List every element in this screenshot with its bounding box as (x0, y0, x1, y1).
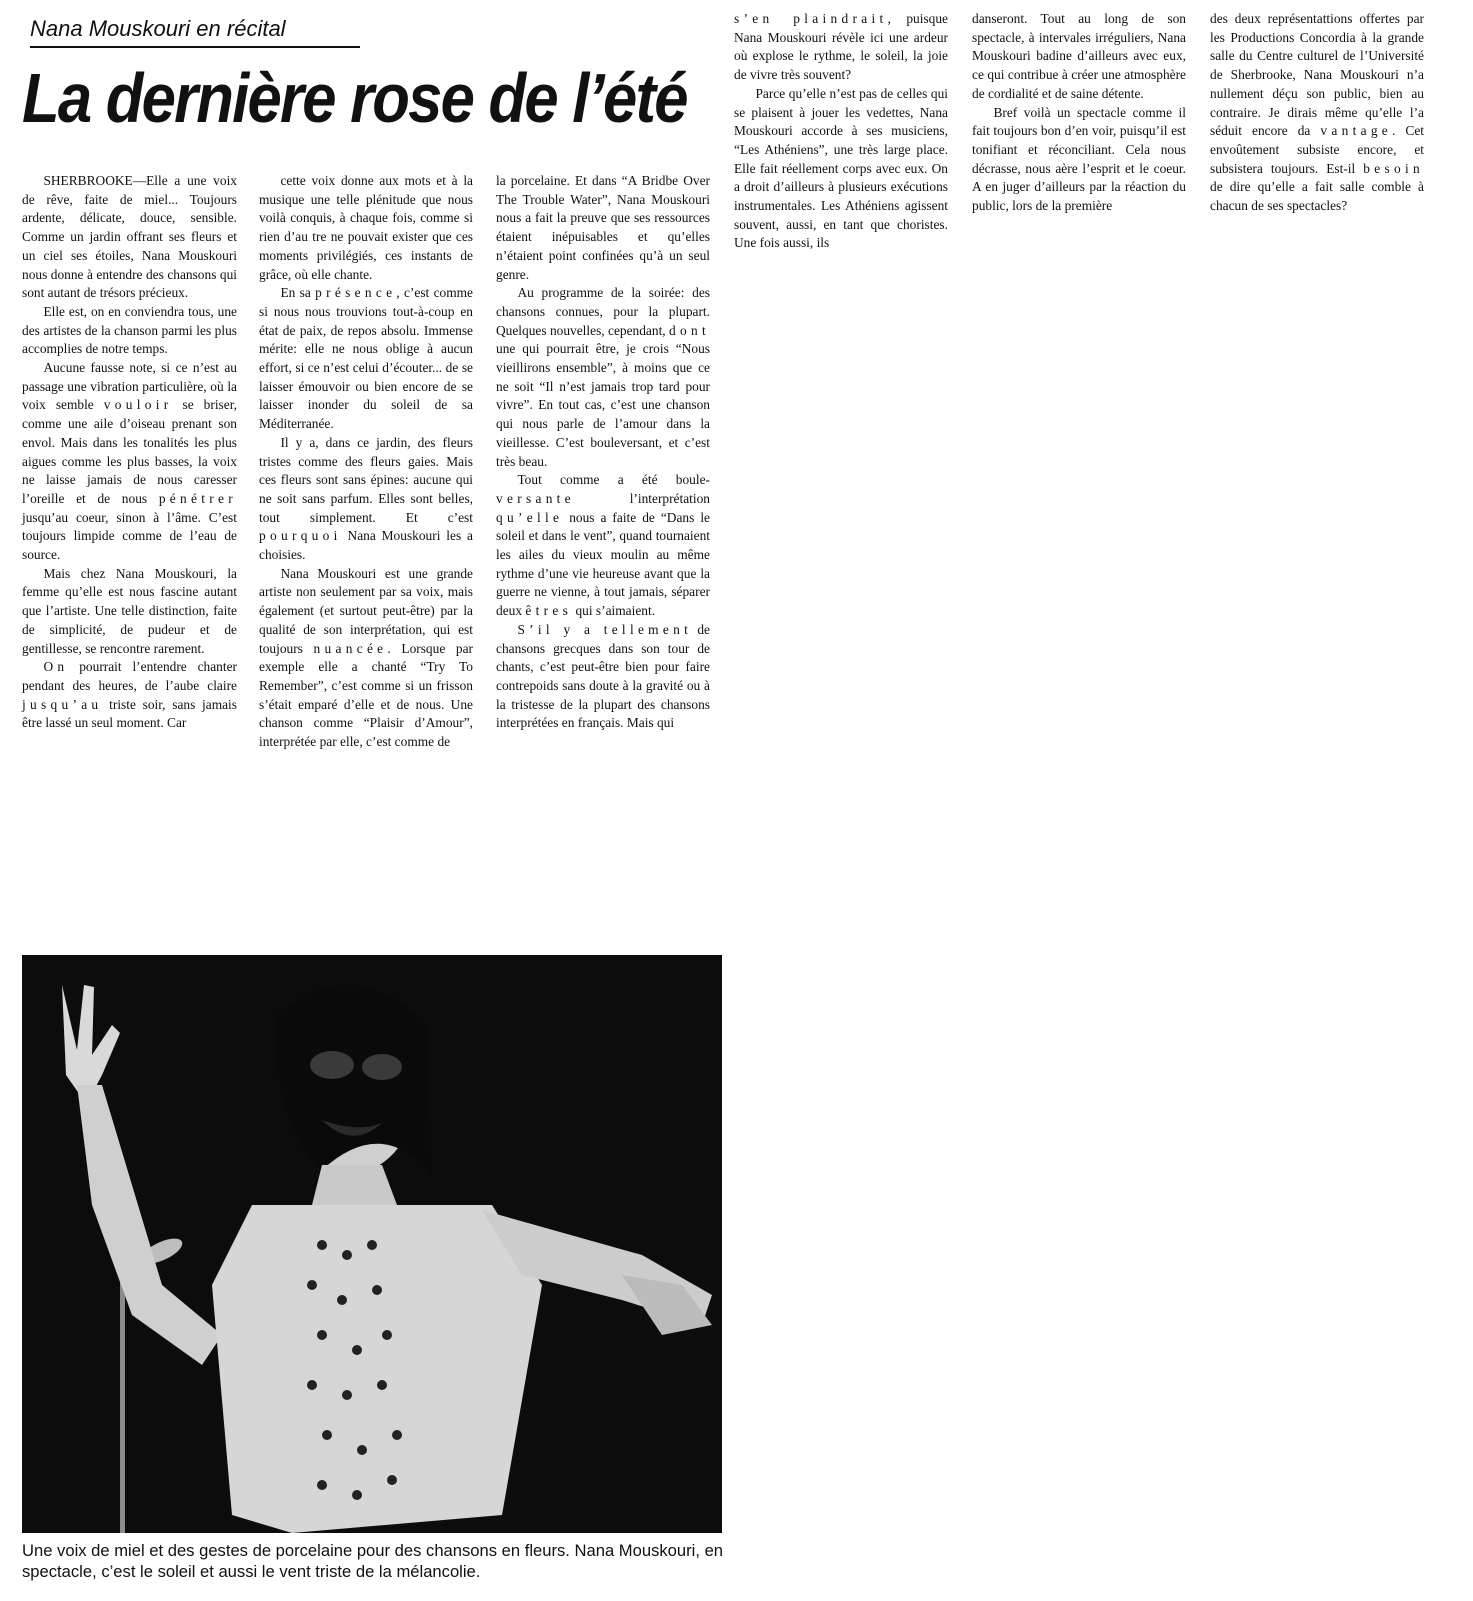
article-headline: La dernière rose de l’été (22, 59, 687, 137)
article-text: Mais chez Nana Mouskouri, la femme qu’elle est nous fascine autant que l’artiste. Une telle distinction, faite de simplicité, de pudeur et de gentillesse, se rencontre rarement. (22, 565, 237, 656)
article-paragraph (496, 172, 710, 284)
concert-photo (22, 955, 722, 1533)
article-paragraph (22, 303, 237, 359)
article-text: qui s’aimaient. (575, 603, 656, 619)
spaced-text: nuancée (313, 640, 388, 656)
article-paragraph (259, 565, 473, 752)
spaced-text: S’il y a tellement (517, 621, 693, 637)
article-text: , c’est comme si nous nous trouvions tout-à-coup en état de paix, de repos absolu. Immense mérite: elle ne nous oblige à aucun effort, si ce n’est celui d’écouter... de se laisser émouvoir ou bien encore de se laisser inonder du soleil de sa Méditerranée. (259, 285, 473, 432)
spaced-text: êtres (525, 603, 573, 619)
article-text: Nana Mouskouri les a choisies. (259, 528, 473, 563)
article-column-1 (22, 172, 237, 733)
article-paragraph (22, 658, 237, 733)
article-text: Tout comme a été boule- (517, 472, 710, 488)
article-text: Nana Mouskouri est une grande artiste non seulement par sa voix, mais également (et surtout peut-être) par la qualité de son interprétation, qui est toujours (259, 565, 473, 656)
article-text: nous a faite de “Dans le soleil et dans le vent”, quand tournaient les ailes du vieux moulin au même rythme d’une vie heureuse avant que la guerre ne vienne, à tout jamais, séparer deux (496, 509, 710, 619)
article-paragraph (972, 10, 1186, 104)
article-text: de dire qu’elle a fait salle comble à chacun de ses spectacles? (1210, 179, 1424, 214)
article-column-3 (496, 172, 710, 733)
spaced-text: s’en plaindrait (734, 11, 888, 26)
article-column-6 (1210, 10, 1424, 216)
dateline: SHERBROOKE (43, 173, 133, 188)
article-paragraph (972, 104, 1186, 216)
article-text: —Elle a une voix de rêve, faite de miel... Toujours ardente, délicate, douce, sensible. Comme un jardin offrant ses fleurs et un ciel ses étoiles, Nana Mouskouri nous donne à entendre des chansons qui sont autant de trésors précieux. (22, 173, 237, 301)
article-text: de chansons grecques dans son tour de chants, c’est peut-être bien pour faire contrepoids sans doute à la gravité ou à la tristesse de la plupart des chansons interprétées en français. Mais qui (496, 621, 710, 731)
article-text: se briser, comme une aile d’oiseau prenant son envol. Mais dans les tonalités les plus aigues comme les plus basses, la voix ne laisse jamais de nous caresser l’oreille et de nous (22, 397, 237, 506)
article-text: . Lorsque par exemple elle a chanté “Try To Remember”, c’est comme si un frisson s’était emparé d’elle et de nous. Une chanson comme “Plaisir d’Amour”, interprétée par elle, c’est comme de (259, 640, 473, 750)
spaced-text: qu’elle (496, 509, 564, 525)
article-text: . Cet envoûtement subsiste encore, et subsistera toujours. Est-il (1210, 123, 1424, 176)
singer-silhouette-image (22, 955, 722, 1533)
article-text: Aucune fausse note, si ce n’est au passage une vibration particulière, où la voix semble (22, 360, 237, 413)
article-text: Elle est, on en conviendra tous, une des artistes de la chanson parmi les plus accomplies de notre temps. (22, 303, 237, 357)
article-paragraph (496, 284, 710, 471)
article-text: pourrait l’entendre chanter pendant des heures, de l’aube claire (22, 659, 237, 693)
article-paragraph (734, 10, 948, 85)
article-text: cette voix donne aux mots et à la musique une telle plénitude que nous voilà conquis, à chaque fois, comme si rien d’au tre ne pouvait exister que ces moments privilégiés, ces instants de grâce, où elle chante. (259, 173, 473, 282)
article-paragraph (22, 359, 237, 565)
spaced-text: jusqu’au (22, 696, 103, 712)
article-text: Au programme de la soirée: des chansons connues, pour la plupart. Quelques nouvelles, cependant, (496, 285, 710, 338)
article-column-4 (734, 10, 948, 253)
spaced-text: vantage (1320, 123, 1393, 139)
spaced-text: vouloir (103, 397, 173, 413)
article-text: En sa (280, 285, 311, 301)
article-text: Bref voilà un spectacle comme il fait toujours bon d’en voir, puisqu’il est tonifiant et réconciliant. Cela nous décrasse, nous aère l’esprit et le coeur. A en juger d’ailleurs par la réaction du public, lors de la première (972, 104, 1186, 214)
spaced-text: pénétrer (158, 490, 237, 506)
spaced-text: pourquoi (259, 528, 342, 544)
article-paragraph (259, 434, 473, 565)
article-paragraph (734, 85, 948, 253)
article-text: une qui pourrait être, je crois “Nous vieillirons ensemble”, à moins que ce ne soit “Il n’est jamais trop tard pour vivre”. En tout cas, c’est une chanson qui nous parle de l’amour dans la vieillesse. C’est bouleversant, et c’est très beau. (496, 341, 710, 469)
spaced-text: dont (669, 322, 710, 338)
article-kicker: Nana Mouskouri en récital (30, 16, 360, 48)
article-text: Il y a, dans ce jardin, des fleurs tristes comme des fleurs gaies. Mais ces fleurs sont sans épines: aucune qui ne soit sans parfum. Elles sont belles, tout simplement. Et c’est (259, 434, 473, 525)
spaced-text: besoin (1363, 160, 1424, 176)
article-text: , puisque Nana Mouskouri révèle ici une ardeur où explose le rythme, le soleil, la joie de vivre très souvent? (734, 11, 948, 83)
spaced-text: versante (496, 490, 575, 506)
article-text: Parce qu’elle n’est pas de celles qui se plaisent à jouer les vedettes, Nana Mouskouri accorde à ses musiciens, “Les Athéniens”, une très large place. Elle fait réellement corps avec eux. On a droit d’ailleurs à plusieurs exécutions instrumentales. Les Athéniens agissent souvent, aussi, en tant que choristes. Une fois aussi, ils (734, 85, 948, 251)
article-text: des deux représentattions offertes par les Productions Concordia à la grande salle du Centre culturel de l’Université de Sherbrooke, Nana Mouskouri n’a nullement déçu son public, bien au contraire. Je dirais même qu’elle l’a séduit encore da (1210, 11, 1424, 139)
spaced-text: On (43, 659, 69, 675)
article-text: la porcelaine. Et dans “A Bridbe Over The Trouble Water”, Nana Mouskouri nous a fait la preuve que ses ressources étaient inépuisables et qu’elles n’étaient point confinées qu’à un seul genre. (496, 173, 710, 282)
article-paragraph (496, 621, 710, 733)
spaced-text: présence (315, 285, 397, 301)
article-paragraph (22, 172, 237, 303)
article-text: triste soir, sans jamais être lassé un seul moment. Car (22, 696, 237, 731)
article-text: jusqu’au coeur, sinon à l’âme. C’est toujours limpide comme de l’eau de source. (22, 509, 237, 563)
article-text: l’interprétation (629, 490, 710, 506)
photo-caption: Une voix de miel et des gestes de porcelaine pour des chansons en fleurs. Nana Mouskouri, en spectacle, c’est le soleil et aussi le vent triste de la mélancolie. (22, 1541, 724, 1581)
article-text: danseront. Tout au long de son spectacle, à intervales irréguliers, Nana Mouskouri badine d’ailleurs avec eux, ce qui contribue à créer une atmosphère de cordialité et de saine détente. (972, 11, 1186, 101)
article-paragraph (259, 284, 473, 434)
article-column-2 (259, 172, 473, 752)
article-paragraph (1210, 10, 1424, 216)
article-paragraph (259, 172, 473, 284)
article-column-5 (972, 10, 1186, 216)
article-paragraph (22, 565, 237, 659)
article-paragraph (496, 471, 710, 621)
